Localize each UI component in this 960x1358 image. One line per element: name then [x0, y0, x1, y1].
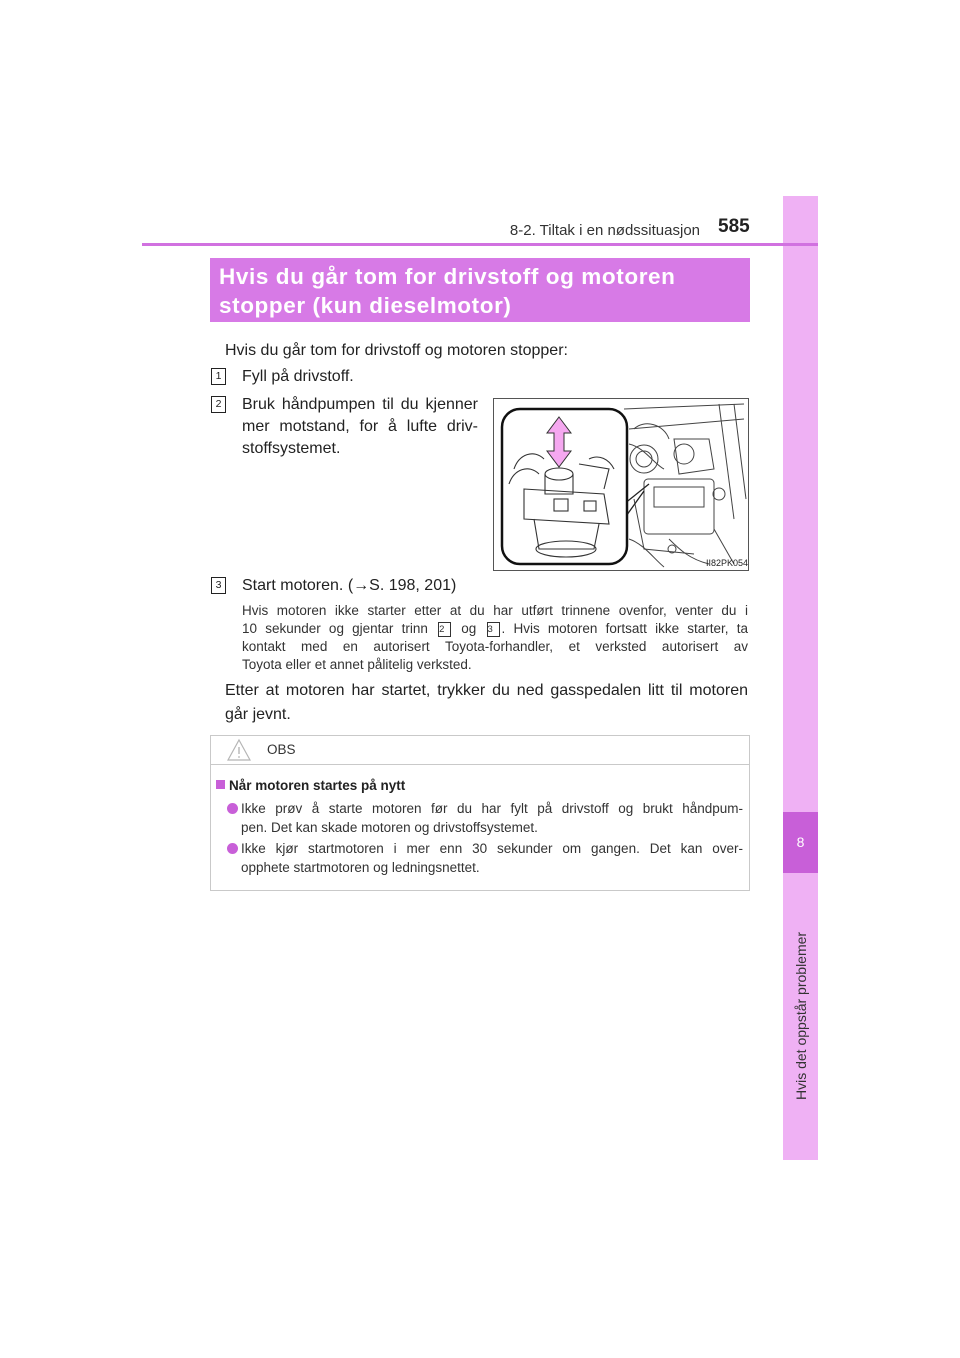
- circle-bullet-icon: [227, 843, 238, 854]
- step-2-line-1: Bruk håndpumpen til du kjenner: [242, 396, 478, 413]
- after-start-line-1: Etter at motoren har startet, trykker du ned gasspedalen litt til motoren: [225, 682, 748, 699]
- figure-code: II82PK054: [706, 558, 748, 568]
- hand-pump-illustration: [493, 398, 749, 571]
- step-number-1: 1: [211, 368, 226, 385]
- chapter-number: 8: [796, 834, 805, 850]
- step-2-text: [242, 394, 478, 460]
- section-heading: [210, 258, 750, 322]
- heading-line-1: Hvis du går tom for drivstoff og motoren: [219, 264, 676, 289]
- warning-triangle-icon: [227, 738, 251, 762]
- section-title: 8-2. Tiltak i en nødssituasjon: [509, 222, 700, 239]
- heading-line-2: stopper (kun dieselmotor): [219, 293, 512, 318]
- square-bullet-icon: [216, 780, 225, 789]
- caution-header: [211, 736, 749, 765]
- note-line-2: 10 sekunder og gjentar trinn 2 og 3 . Hvis motoren fortsatt ikke starter, ta: [242, 621, 748, 636]
- note-line-4: Toyota eller et annet pålitelig verksted.: [242, 657, 472, 672]
- inline-step-2: 2: [438, 622, 451, 637]
- caution-box: [210, 735, 750, 891]
- caution-label: OBS: [267, 742, 296, 757]
- chapter-number-tab: [783, 812, 818, 873]
- page-number: 585: [718, 216, 750, 237]
- step-1-text: Fyll på drivstoff.: [242, 368, 354, 385]
- inline-step-3: 3: [487, 622, 500, 637]
- after-start-line-2: går jevnt.: [225, 706, 291, 723]
- engine-bay-drawing: [494, 399, 748, 570]
- step-number-3: 3: [211, 577, 226, 594]
- step-3-note: [242, 602, 748, 674]
- caution-bullet-1: Ikke prøv å starte motoren før du har fylt på drivstoff og brukt håndpum- pen. Det kan skade motoren og drivstoffsystemet.: [227, 799, 743, 837]
- caution-bullet-2: Ikke kjør startmotoren i mer enn 30 sekunder om gangen. Det kan over- opphete startmotoren og ledningsnettet.: [227, 839, 743, 877]
- intro-text: Hvis du går tom for drivstoff og motoren stopper:: [225, 342, 568, 359]
- step-3-text: [242, 575, 456, 597]
- header-rule: [142, 243, 818, 246]
- step-3-label: Start motoren. (: [242, 577, 354, 594]
- caution-subtitle: Når motoren startes på nytt: [216, 778, 405, 793]
- after-start-text: [225, 679, 748, 727]
- note-line-1: Hvis motoren ikke starter etter at du har utført trinnene ovenfor, venter du i: [242, 603, 748, 618]
- step-2-line-3: stoffsystemet.: [242, 440, 341, 457]
- circle-bullet-icon: [227, 803, 238, 814]
- arrow-icon: →: [353, 577, 370, 594]
- step-2-line-2: mer motstand, for å lufte driv-: [242, 418, 478, 435]
- page-reference: S. 198, 201): [369, 577, 457, 594]
- note-line-3: kontakt med en autorisert Toyota-forhandler, et verksted autorisert av: [242, 639, 748, 654]
- chapter-title: Hvis det oppstår problemer: [793, 931, 809, 1100]
- step-number-2: 2: [211, 396, 226, 413]
